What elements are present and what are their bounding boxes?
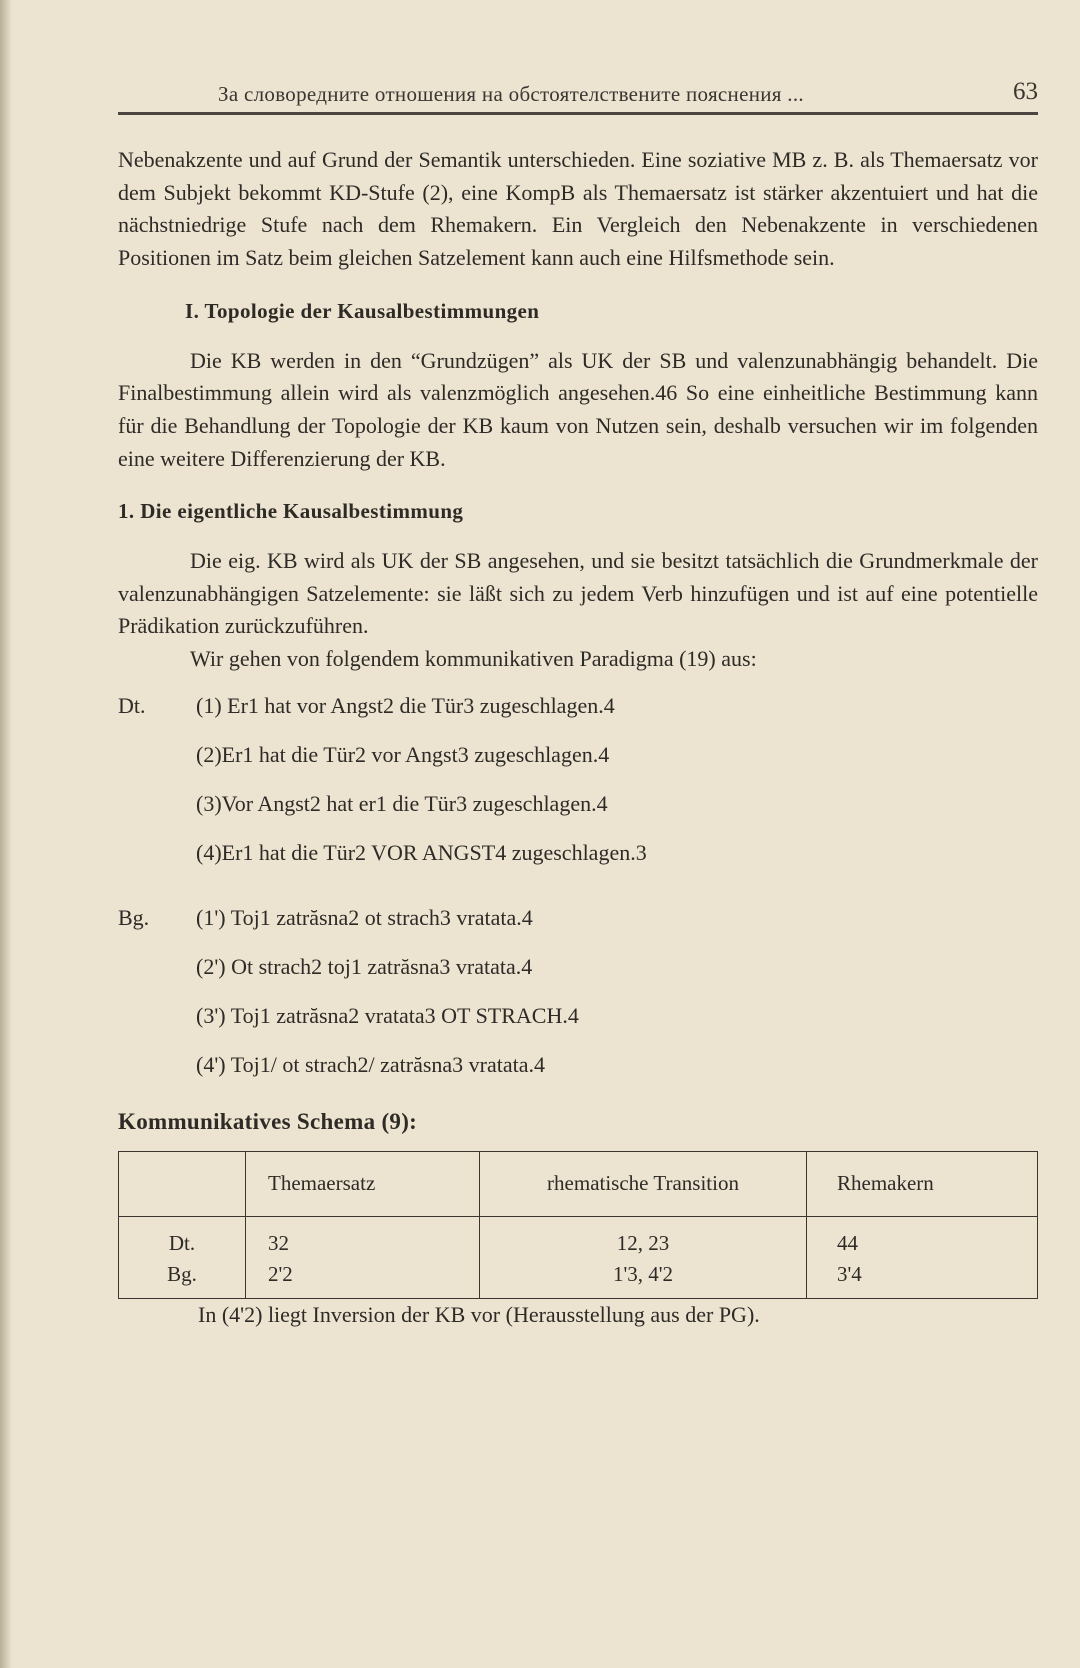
closing-sentence: In (4'2) liegt Inversion der KB vor (Herausstellung aus der PG). xyxy=(198,1301,760,1327)
paragraph-kb-intro: Die KB werden in den “Grundzügen” als UK der SB und valenzunabhängig behandelt. Die Finalbestimmung allein wird als valenzmöglich angesehen.46 So eine einheitliche Bestimmung kann für die Behandlung der Topologie der KB kaum von Nutzen sein, deshalb versuchen wir im folgenden eine weitere Differenzierung der KB. xyxy=(118,347,1038,471)
paragraph-continuation: Nebenakzente und auf Grund der Semantik unterschieden. Eine soziative MB z. B. als Themaersatz vor dem Subjekt bekommt KD-Stufe (2), eine KompB als Themaersatz ist stärker akzentuiert und hat die nächstniedrige Stufe nach dem Rhemakern. Ein Vergleich den Nebenakzente in verschiedenen Positionen im Satz beim gleichen Satzelement kann auch eine Hilfsmethode sein. xyxy=(118,147,1038,271)
example-bg-3: (3') Toj1 zatrăsna2 vratata3 OT STRACH.4 xyxy=(196,1002,579,1028)
example-bg-4: (4') Toj1/ ot strach2/ zatrăsna3 vratata.4 xyxy=(196,1051,546,1077)
schema-header-transition: rhematische Transition xyxy=(480,1151,807,1216)
subsection-heading-eigentliche-kb: 1. Die eigentliche Kausalbestimmung xyxy=(118,499,464,524)
schema-cell-themaersatz xyxy=(246,1216,480,1298)
schema-header-themaersatz: Themaersatz xyxy=(246,1151,480,1216)
example-row-bg-4 xyxy=(118,1049,1038,1098)
schema-title: Kommunikatives Schema (9): xyxy=(118,1108,418,1134)
header-rule xyxy=(118,112,1038,115)
example-bg-1: (1') Toj1 zatrăsna2 ot strach3 vratata.4 xyxy=(196,904,533,930)
example-row-bg-2 xyxy=(118,951,1038,1000)
example-row-de-4 xyxy=(118,837,1038,886)
example-row-bg-1 xyxy=(118,902,1038,951)
schema-cell-bg-themaersatz: 2'2 xyxy=(268,1261,293,1286)
example-label-bg: Bg. xyxy=(118,904,150,930)
schema-header-rhemakern: Rhemakern xyxy=(807,1151,1038,1216)
page-body xyxy=(118,144,1038,1331)
example-row-bg-3 xyxy=(118,1000,1038,1049)
running-head: За словоредните отношения на обстоятелствените пояснения ... xyxy=(218,82,804,106)
example-de-4: (4)Er1 hat die Tür2 VOR ANGST4 zugeschlagen.3 xyxy=(196,839,647,865)
example-row-de-3 xyxy=(118,788,1038,837)
schema-cell-dt-rhemakern: 44 xyxy=(837,1230,858,1255)
page-spine xyxy=(0,0,12,1668)
schema-cell-lang xyxy=(119,1216,246,1298)
page-number: 63 xyxy=(1013,78,1038,105)
communicative-schema-table xyxy=(118,1151,1038,1299)
section-heading-topologie: I. Topologie der Kausalbestimmungen xyxy=(185,298,540,323)
paragraph-eig-kb: Die eig. KB wird als UK der SB angesehen, und sie besitzt tatsächlich die Grundmerkmale der valenzunabhängigen Satzelemente: sie läßt sich zu jedem Verb hinzufügen und ist auf eine potentielle Prädikation zurückzuführen. xyxy=(118,548,1038,639)
example-bg-2: (2') Ot strach2 toj1 zatrăsna3 vratata.4 xyxy=(196,953,533,979)
example-de-1: (1) Er1 hat vor Angst2 die Tür3 zugeschlagen.4 xyxy=(196,692,615,718)
schema-cell-dt-transition: 12, 23 xyxy=(616,1230,670,1255)
schema-cell-bg-transition: 1'3, 4'2 xyxy=(612,1261,674,1286)
page-header xyxy=(118,78,1038,112)
example-de-3: (3)Vor Angst2 hat er1 die Tür3 zugeschlagen.4 xyxy=(196,790,608,816)
schema-header-empty xyxy=(119,1151,246,1216)
paragraph-paradigma: Wir gehen von folgendem kommunikativen Paradigma (19) aus: xyxy=(190,646,757,672)
schema-header-row xyxy=(119,1151,1038,1216)
examples-block xyxy=(118,690,1038,1098)
schema-cell-dt-themaersatz: 32 xyxy=(268,1230,289,1255)
schema-cell-bg-rhemakern: 3'4 xyxy=(837,1261,862,1286)
schema-data-row xyxy=(119,1216,1038,1298)
schema-cell-bg-lang: Bg. xyxy=(167,1261,197,1286)
example-label-de: Dt. xyxy=(118,692,146,718)
schema-cell-rhemakern xyxy=(807,1216,1038,1298)
example-row-de-2 xyxy=(118,739,1038,788)
example-de-2: (2)Er1 hat die Tür2 vor Angst3 zugeschlagen.4 xyxy=(196,741,610,767)
schema-cell-transition xyxy=(480,1216,807,1298)
example-row-de-1 xyxy=(118,690,1038,739)
schema-cell-dt-lang: Dt. xyxy=(168,1230,196,1255)
